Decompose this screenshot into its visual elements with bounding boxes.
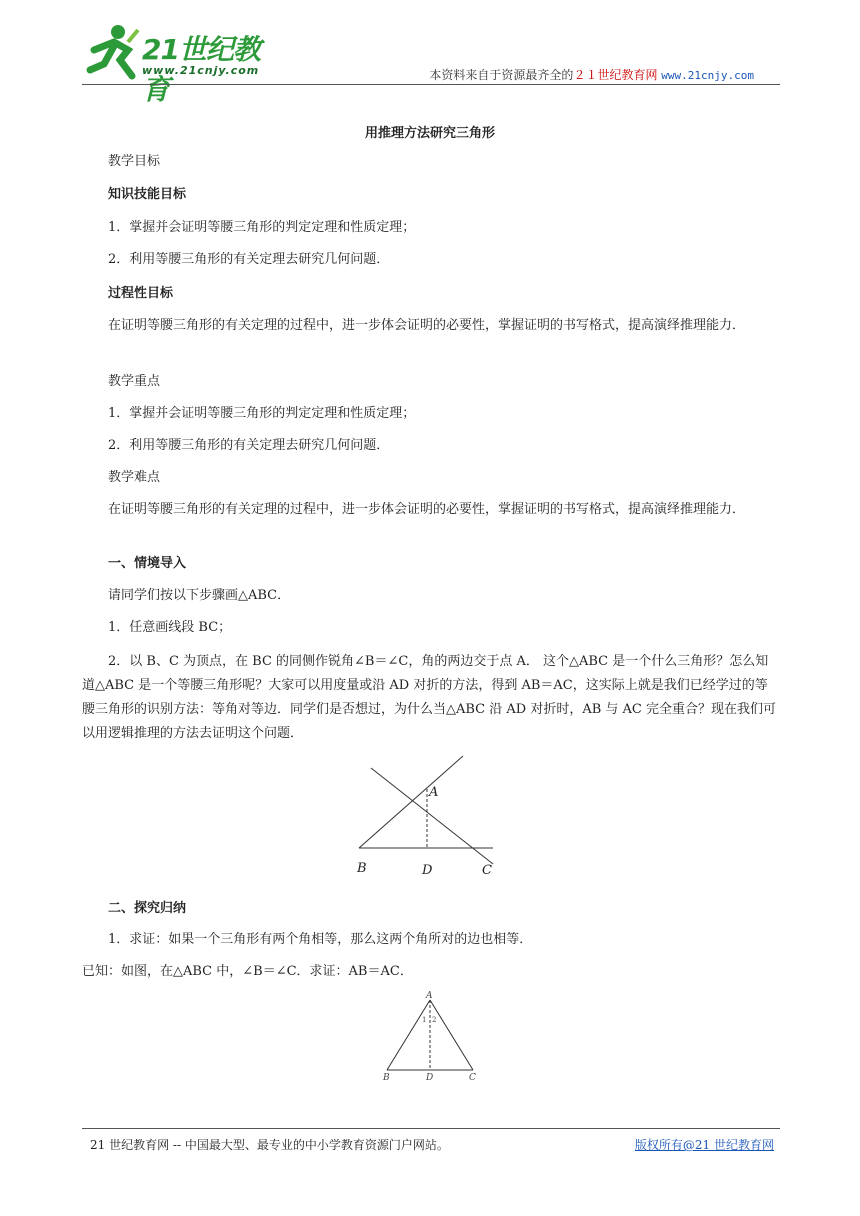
key-item-2: 2．利用等腰三角形的有关定理去研究几何问题． [108, 438, 390, 453]
site-logo [84, 20, 284, 106]
key-heading: 教学重点 [108, 374, 161, 389]
fig1-label-c: C [482, 863, 492, 878]
fig1-label-a: A [429, 785, 439, 800]
fig1-label-b: B [357, 861, 367, 876]
process-text: 在证明等腰三角形的有关定理的过程中，进一步体会证明的必要性，掌握证明的书写格式，提高演绎推理能力． [108, 318, 746, 333]
fig2-angle-1: 1 [422, 1016, 427, 1024]
key-item-1: 1．掌握并会证明等腰三角形的判定定理和性质定理； [108, 406, 416, 421]
fig2-label-d: D [426, 1073, 434, 1082]
fig1-label-d: D [422, 863, 433, 878]
footer-divider [82, 1128, 780, 1129]
intro-text: 请同学们按以下步骤画△ABC． [108, 588, 291, 603]
fig2-label-b: B [383, 1073, 390, 1082]
header-note-site[interactable]: ２１世纪教育网 [573, 68, 658, 82]
difficult-heading: 教学难点 [108, 470, 161, 485]
header-note [429, 66, 754, 83]
knowledge-item-2: 2．利用等腰三角形的有关定理去研究几何问题． [108, 252, 390, 267]
figure-isosceles-triangle [375, 990, 485, 1082]
logo-brand: 21世纪教育 [142, 33, 260, 106]
fig2-label-c: C [469, 1073, 476, 1082]
page-title: 用推理方法研究三角形 [364, 126, 495, 141]
prove-statement-1: 1．求证：如果一个三角形有两个角相等，那么这两个角所对的边也相等． [108, 932, 533, 947]
step-1: 1．任意画线段 BC； [108, 620, 232, 635]
footer-text: 21 世纪教育网 -- 中国最大型、最专业的中小学教育资源门户网站。 [90, 1138, 449, 1152]
difficult-text: 在证明等腰三角形的有关定理的过程中，进一步体会证明的必要性，掌握证明的书写格式，提高演绎推理能力． [108, 502, 746, 517]
intro-heading: 一、情境导入 [108, 556, 187, 571]
given-statement: 已知：如图，在△ABC 中，∠B＝∠C．求证：AB＝AC． [82, 964, 413, 979]
header-divider [82, 84, 780, 85]
explore-heading: 二、探究归纳 [108, 901, 187, 916]
header-note-url[interactable]: www.21cnjy.com [661, 69, 754, 82]
logo-url: www.21cnjy.com [142, 64, 260, 77]
step-2: 2．以 B、C 为顶点，在 BC 的同侧作锐角∠B＝∠C，角的两边交于点 A． 这个△ABC 是一个什么三角形？怎么知道△ABC 是一个等腰三角形呢？大家可以用度量或沿 AD 对折的方法，得到 AB＝AC，这实际上就是我们已经学过的等腰三角形的识别方法：等角对等边．同学们是否想过，为什么当△ABC 沿 AD 对折时，AB 与 AC 完全重合？现在我们可以用逻辑推理的方法去证明这个问题． [82, 654, 777, 741]
footer-copyright-link[interactable]: 版权所有@21 世纪教育网 [634, 1138, 774, 1152]
knowledge-heading: 知识技能目标 [108, 187, 187, 202]
header-note-prefix: 本资料来自于资源最齐全的 [429, 68, 574, 82]
goal-heading: 教学目标 [108, 154, 161, 169]
fig2-angle-2: 2 [432, 1016, 437, 1024]
fig2-label-a: A [426, 991, 433, 1001]
process-heading: 过程性目标 [108, 286, 174, 301]
figure-triangle-fold [345, 752, 510, 882]
runner-logo-icon [84, 20, 142, 82]
knowledge-item-1: 1．掌握并会证明等腰三角形的判定定理和性质定理； [108, 220, 416, 235]
